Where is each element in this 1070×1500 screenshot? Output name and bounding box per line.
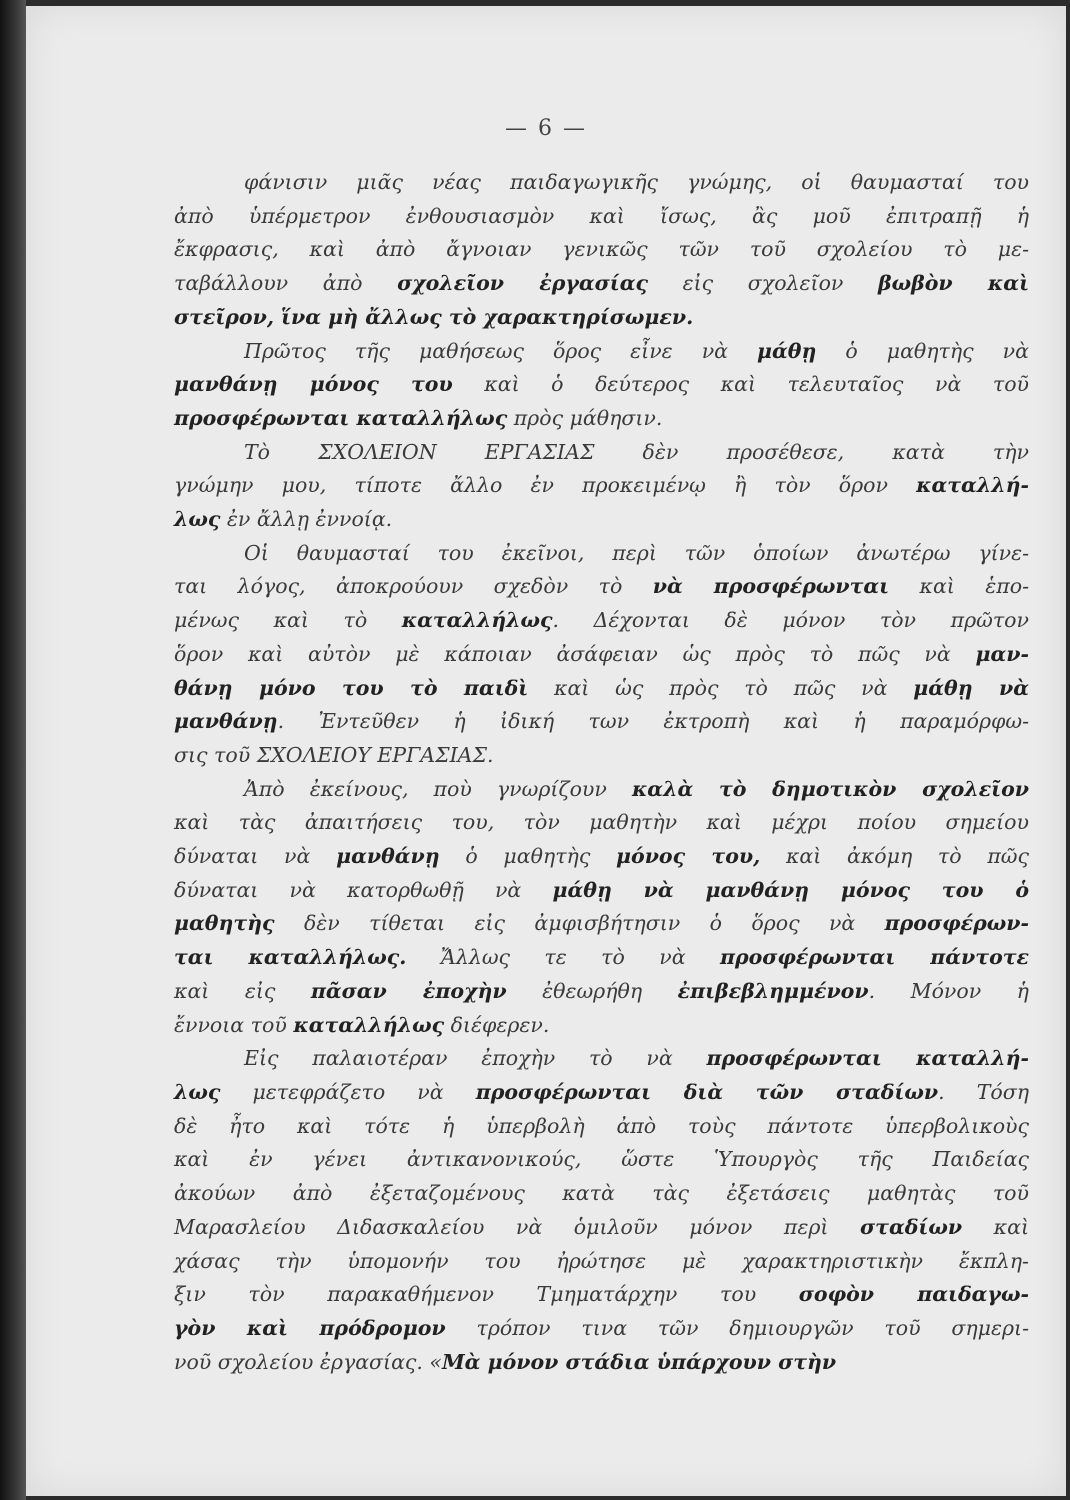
text-line: γὸν καὶ πρόδρομον τρόπον τινα τῶν δημιουργῶν τοῦ σημερι-	[174, 1315, 1029, 1340]
text-line: μένως καὶ τὸ καταλλήλως. Δέχονται δὲ μόνον τὸν πρῶτον	[174, 608, 1029, 633]
text-line: λως μετεφράζετο νὰ προσφέρωνται διὰ τῶν σταδίων. Τόση	[174, 1079, 1029, 1104]
bold-emphasis: μανθάνῃ μόνος του	[174, 372, 453, 397]
text-line: γνώμην μου, τίποτε ἄλλο ἐν προκειμένῳ ἢ τὸν ὅρον καταλλή-	[174, 473, 1029, 498]
bold-emphasis: προσφέρωνται διὰ τῶν σταδίων	[475, 1079, 939, 1104]
bold-emphasis: προσφέρωνται καταλλήλως	[174, 405, 508, 430]
text-line: ἔκφρασις, καὶ ἀπὸ ἄγνοιαν γενικῶς τῶν τοῦ σχολείου τὸ με-	[174, 237, 1029, 262]
bold-emphasis: μόνος του,	[616, 844, 761, 869]
bold-emphasis: προσφέρωνται καταλλή-	[706, 1046, 1029, 1071]
bold-emphasis: λως	[174, 507, 221, 532]
text-line: Εἰς παλαιοτέραν ἐποχὴν τὸ νὰ προσφέρωνται καταλλή-	[244, 1046, 1029, 1071]
text-line: ὅρον καὶ αὐτὸν μὲ κάποιαν ἀσάφειαν ὡς πρὸς τὸ πῶς νὰ μαν-	[174, 641, 1029, 666]
text-line: Ἀπὸ ἐκείνους, ποὺ γνωρίζουν καλὰ τὸ δημοτικὸν σχολεῖον	[244, 776, 1030, 801]
bold-emphasis: καταλλή-	[916, 473, 1029, 498]
text-line: καὶ εἰς πᾶσαν ἐποχὴν ἐθεωρήθη ἐπιβεβλημμένον. Μόνον ἡ	[174, 978, 1029, 1003]
text-line	[174, 301, 1029, 335]
text-line: καὶ ἐν γένει ἀντικανονικούς, ὥστε Ὑπουργὸς τῆς Παιδείας	[174, 1147, 1029, 1172]
text-line: δύναται νὰ κατορθωθῇ νὰ μάθῃ νὰ μανθάνῃ μόνος του ὁ	[174, 877, 1029, 902]
bold-emphasis: μάθῃ	[757, 338, 817, 363]
text-line: προσφέρωνται καταλλήλως πρὸς μάθησιν.	[174, 405, 663, 430]
text-line: μανθάνῃ. Ἐντεῦθεν ἡ ἰδική των ἐκτροπὴ καὶ ἡ παραμόρφω-	[174, 709, 1029, 734]
bold-emphasis: σταδίων	[860, 1214, 963, 1239]
bold-emphasis: πᾶσαν ἐποχὴν	[310, 978, 507, 1003]
text-line: μανθάνῃ μόνος του καὶ ὁ δεύτερος καὶ τελευταῖος νὰ τοῦ	[174, 372, 1030, 397]
bold-emphasis: βωβὸν καὶ	[878, 271, 1029, 296]
book-page	[26, 6, 1066, 1496]
bold-emphasis: Μὰ μόνον στάδια ὑπάρχουν στὴν	[441, 1349, 837, 1374]
text-line: χάσας τὴν ὑπομονήν του ἠρώτησε μὲ χαρακτηριστικὴν ἔκπλη-	[174, 1248, 1029, 1273]
bold-emphasis: μανθάνῃ	[336, 844, 440, 869]
text-line: Οἱ θαυμασταί του ἐκεῖνοι, περὶ τῶν ὁποίων ἀνωτέρω γίνε-	[244, 540, 1029, 565]
bold-emphasis: προσφέρωνται πάντοτε	[719, 945, 1030, 970]
text-line: δύναται νὰ μανθάνῃ ὁ μαθητὴς μόνος του, καὶ ἀκόμη τὸ πῶς	[174, 844, 1029, 869]
text-line: νοῦ σχολείου ἐργασίας. «Μὰ μόνον στάδια ὑπάρχουν στὴν	[174, 1349, 837, 1374]
bold-emphasis: νὰ προσφέρωνται	[652, 574, 890, 599]
bold-emphasis: καλὰ τὸ δημοτικὸν σχολεῖον	[631, 776, 1030, 801]
text-line: λως ἐν ἄλλῃ ἐννοίᾳ.	[174, 507, 393, 532]
text-line: φάνισιν μιᾶς νέας παιδαγωγικῆς γνώμης, οἱ θαυμασταί του	[244, 170, 1029, 194]
bold-emphasis: ἐπιβεβλημμένον	[677, 978, 869, 1003]
text-line: δὲ ἦτο καὶ τότε ἡ ὑπερβολὴ ἀπὸ τοὺς πάντοτε ὑπερβολικοὺς	[174, 1113, 1029, 1138]
text-line: ξιν τὸν παρακαθήμενον Τμηματάρχην του σοφὸν παιδαγω-	[174, 1282, 1029, 1307]
text-line: ἔννοια τοῦ καταλλήλως διέφερεν.	[174, 1012, 550, 1037]
text-line: Μαρασλείου Διδασκαλείου νὰ ὁμιλοῦν μόνον περὶ σταδίων καὶ	[174, 1214, 1029, 1239]
text-line: καὶ τὰς ἀπαιτήσεις του, τὸν μαθητὴν καὶ μέχρι ποίου σημείου	[174, 810, 1029, 835]
bold-emphasis: καταλλήλως	[293, 1012, 445, 1037]
text-line: ται λόγος, ἀποκρούουν σχεδὸν τὸ νὰ προσφέρωνται καὶ ἑπο-	[174, 574, 1029, 599]
bold-emphasis: γὸν καὶ πρόδρομον	[174, 1315, 446, 1340]
bold-emphasis: λως	[174, 1079, 221, 1104]
text-line: θάνῃ μόνο του τὸ παιδὶ καὶ ὡς πρὸς τὸ πῶς νὰ μάθῃ νὰ	[174, 675, 1029, 700]
body-text	[174, 166, 1029, 1379]
page-number: — 6 —	[505, 116, 587, 141]
bold-emphasis: μαθητὴς	[174, 911, 275, 936]
bold-emphasis: μάθῃ νὰ	[913, 675, 1029, 700]
bold-emphasis: προσφέρων-	[884, 911, 1029, 936]
text-line: ἀκούων ἀπὸ ἐξεταζομένους κατὰ τὰς ἐξετάσεις μαθητὰς τοῦ	[174, 1181, 1029, 1206]
bold-emphasis: καταλλήλως	[401, 608, 553, 633]
bold-emphasis: μαν-	[975, 641, 1029, 666]
bold-emphasis: θάνῃ μόνο του τὸ παιδὶ	[174, 675, 529, 700]
bold-emphasis: ται καταλλήλως.	[174, 945, 407, 970]
bold-emphasis: σοφὸν παιδαγω-	[798, 1282, 1029, 1307]
bold-emphasis: σχολεῖον ἐργασίας	[397, 271, 648, 296]
bold-emphasis: στεῖρον, ἵνα μὴ ἄλλως τὸ χαρακτηρίσωμεν.	[174, 304, 694, 329]
text-line: ται καταλλήλως. Ἄλλως τε τὸ νὰ προσφέρωνται πάντοτε	[174, 945, 1030, 970]
text-line: Τὸ ΣΧΟΛΕΙΟΝ ΕΡΓΑΣΙΑΣ δὲν προσέθεσε, κατὰ τὴν	[244, 439, 1029, 464]
book-binding-edge	[0, 0, 26, 1500]
bold-emphasis: μανθάνῃ	[174, 709, 278, 734]
bold-emphasis: μάθῃ νὰ μανθάνῃ μόνος του ὁ	[552, 877, 1029, 902]
text-line: σις τοῦ ΣΧΟΛΕΙΟΥ ΕΡΓΑΣΙΑΣ.	[174, 742, 494, 767]
text-line: Πρῶτος τῆς μαθήσεως ὅρος εἶνε νὰ μάθῃ ὁ μαθητὴς νὰ	[244, 338, 1029, 363]
text-line: ἀπὸ ὑπέρμετρον ἐνθουσιασμὸν καὶ ἴσως, ἂς μοῦ ἐπιτραπῇ ἡ	[174, 203, 1029, 228]
text-line: ταβάλλουν ἀπὸ σχολεῖον ἐργασίας εἰς σχολεῖον βωβὸν καὶ	[174, 271, 1029, 296]
text-line: μαθητὴς δὲν τίθεται εἰς ἀμφισβήτησιν ὁ ὅρος νὰ προσφέρων-	[174, 911, 1029, 936]
